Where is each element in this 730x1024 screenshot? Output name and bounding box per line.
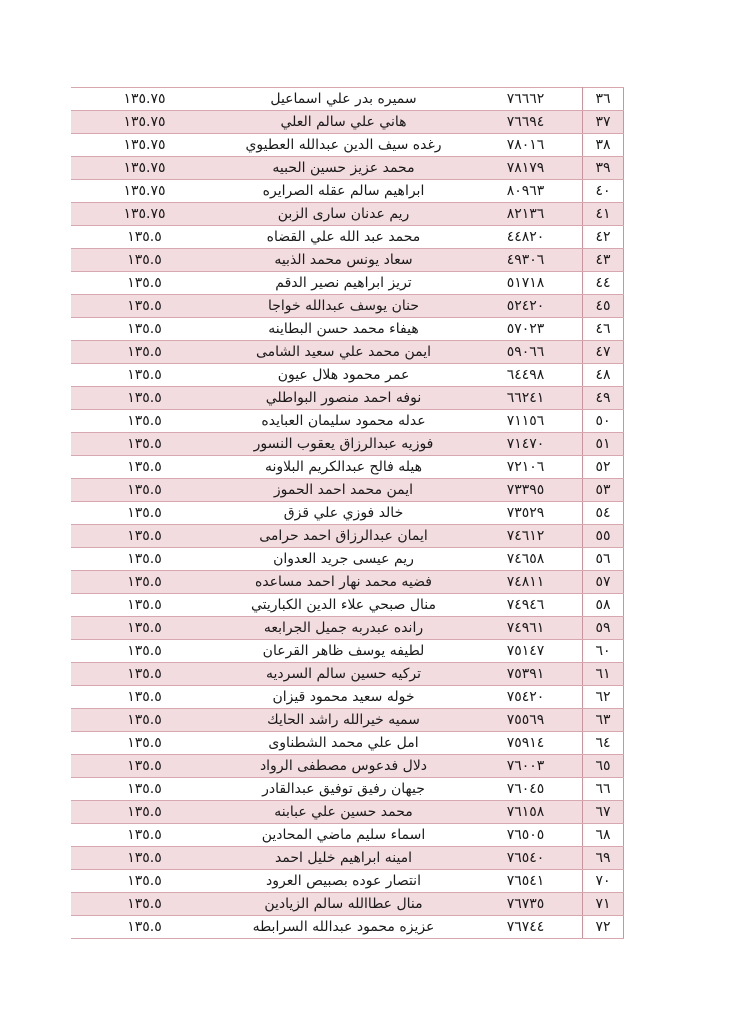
table-row bbox=[71, 88, 624, 111]
row-score-cell: ١٣٥.٥ bbox=[71, 295, 218, 318]
row-index-cell: ٣٧ bbox=[583, 111, 624, 134]
row-number-cell: ٧٦٧٤٤ bbox=[469, 916, 583, 939]
row-name-cell: محمد عبد الله علي القضاه bbox=[218, 226, 469, 249]
table-row bbox=[71, 893, 624, 916]
row-name-cell: هاني علي سالم العلي bbox=[218, 111, 469, 134]
row-score-cell: ١٣٥.٧٥ bbox=[71, 134, 218, 157]
row-score-cell: ١٣٥.٥ bbox=[71, 571, 218, 594]
row-score-cell: ١٣٥.٥ bbox=[71, 686, 218, 709]
row-number-cell: ٨٢١٣٦ bbox=[469, 203, 583, 226]
row-number-cell: ٧٥١٤٧ bbox=[469, 640, 583, 663]
table-row bbox=[71, 157, 624, 180]
row-score-cell: ١٣٥.٥ bbox=[71, 594, 218, 617]
table-row bbox=[71, 594, 624, 617]
row-index-cell: ٦٥ bbox=[583, 755, 624, 778]
row-score-cell: ١٣٥.٥ bbox=[71, 893, 218, 916]
row-number-cell: ٤٩٣٠٦ bbox=[469, 249, 583, 272]
row-number-cell: ٧١٤٧٠ bbox=[469, 433, 583, 456]
table-row bbox=[71, 663, 624, 686]
row-number-cell: ٧٤٨١١ bbox=[469, 571, 583, 594]
row-index-cell: ٤٦ bbox=[583, 318, 624, 341]
row-score-cell: ١٣٥.٥ bbox=[71, 663, 218, 686]
row-name-cell: هيله فالح عبدالكريم البلاونه bbox=[218, 456, 469, 479]
table-row bbox=[71, 755, 624, 778]
row-number-cell: ٧٦٥٠٥ bbox=[469, 824, 583, 847]
row-name-cell: لطيفه يوسف ظاهر القرعان bbox=[218, 640, 469, 663]
table-row bbox=[71, 916, 624, 939]
row-score-cell: ١٣٥.٥ bbox=[71, 847, 218, 870]
table-row bbox=[71, 295, 624, 318]
row-name-cell: ايمان عبدالرزاق احمد حرامى bbox=[218, 525, 469, 548]
table-row bbox=[71, 272, 624, 295]
row-score-cell: ١٣٥.٥ bbox=[71, 801, 218, 824]
row-score-cell: ١٣٥.٧٥ bbox=[71, 203, 218, 226]
table-row bbox=[71, 571, 624, 594]
row-index-cell: ٤٢ bbox=[583, 226, 624, 249]
row-score-cell: ١٣٥.٥ bbox=[71, 364, 218, 387]
row-score-cell: ١٣٥.٥ bbox=[71, 778, 218, 801]
row-score-cell: ١٣٥.٥ bbox=[71, 525, 218, 548]
row-name-cell: تركيه حسين سالم السرديه bbox=[218, 663, 469, 686]
table-row bbox=[71, 410, 624, 433]
row-score-cell: ١٣٥.٥ bbox=[71, 824, 218, 847]
row-number-cell: ٧٥٤٢٠ bbox=[469, 686, 583, 709]
row-number-cell: ٧٤٩٦١ bbox=[469, 617, 583, 640]
row-name-cell: سميه خيرالله راشد الحايك bbox=[218, 709, 469, 732]
row-score-cell: ١٣٥.٥ bbox=[71, 732, 218, 755]
row-index-cell: ٦٩ bbox=[583, 847, 624, 870]
row-name-cell: محمد عزيز حسين الحبيه bbox=[218, 157, 469, 180]
row-number-cell: ٥٧٠٢٣ bbox=[469, 318, 583, 341]
row-index-cell: ٥٥ bbox=[583, 525, 624, 548]
row-index-cell: ٧١ bbox=[583, 893, 624, 916]
row-index-cell: ٦٤ bbox=[583, 732, 624, 755]
row-number-cell: ٧٦٥٤١ bbox=[469, 870, 583, 893]
row-name-cell: دلال فدعوس مصطفى الرواد bbox=[218, 755, 469, 778]
row-score-cell: ١٣٥.٥ bbox=[71, 226, 218, 249]
row-name-cell: تريز ابراهيم نصير الدقم bbox=[218, 272, 469, 295]
row-index-cell: ٤١ bbox=[583, 203, 624, 226]
row-name-cell: ايمن محمد احمد الحموز bbox=[218, 479, 469, 502]
row-name-cell: ايمن محمد علي سعيد الشامى bbox=[218, 341, 469, 364]
row-number-cell: ٧١١٥٦ bbox=[469, 410, 583, 433]
row-name-cell: ابراهيم سالم عقله الصرايره bbox=[218, 180, 469, 203]
row-number-cell: ٧٦٦٦٢ bbox=[469, 88, 583, 111]
row-number-cell: ٧٨١٧٩ bbox=[469, 157, 583, 180]
row-number-cell: ٨٠٩٦٣ bbox=[469, 180, 583, 203]
row-score-cell: ١٣٥.٥ bbox=[71, 410, 218, 433]
row-index-cell: ٥٧ bbox=[583, 571, 624, 594]
row-number-cell: ٧٥٥٦٩ bbox=[469, 709, 583, 732]
row-index-cell: ٥١ bbox=[583, 433, 624, 456]
table-row bbox=[71, 617, 624, 640]
row-name-cell: رانده عبدربه جميل الجرابعه bbox=[218, 617, 469, 640]
row-score-cell: ١٣٥.٥ bbox=[71, 433, 218, 456]
table-row bbox=[71, 387, 624, 410]
row-index-cell: ٤٠ bbox=[583, 180, 624, 203]
row-name-cell: خوله سعيد محمود قيزان bbox=[218, 686, 469, 709]
row-name-cell: فوزيه عبدالرزاق يعقوب النسور bbox=[218, 433, 469, 456]
row-index-cell: ٤٥ bbox=[583, 295, 624, 318]
row-index-cell: ٣٨ bbox=[583, 134, 624, 157]
row-number-cell: ٧٨٠١٦ bbox=[469, 134, 583, 157]
row-index-cell: ٤٤ bbox=[583, 272, 624, 295]
row-name-cell: ريم عدنان سارى الزبن bbox=[218, 203, 469, 226]
table-row bbox=[71, 732, 624, 755]
row-number-cell: ٦٦٢٤١ bbox=[469, 387, 583, 410]
row-index-cell: ٥٢ bbox=[583, 456, 624, 479]
row-index-cell: ٦١ bbox=[583, 663, 624, 686]
row-name-cell: محمد حسين علي عبابنه bbox=[218, 801, 469, 824]
table-row bbox=[71, 433, 624, 456]
table-row bbox=[71, 801, 624, 824]
row-name-cell: رغده سيف الدين عبدالله العطيوي bbox=[218, 134, 469, 157]
row-number-cell: ٧٤٦١٢ bbox=[469, 525, 583, 548]
row-index-cell: ٣٦ bbox=[583, 88, 624, 111]
row-name-cell: ريم عيسى جريد العدوان bbox=[218, 548, 469, 571]
row-index-cell: ٤٨ bbox=[583, 364, 624, 387]
table-row bbox=[71, 870, 624, 893]
row-number-cell: ٧٦٠٤٥ bbox=[469, 778, 583, 801]
row-score-cell: ١٣٥.٧٥ bbox=[71, 88, 218, 111]
row-score-cell: ١٣٥.٥ bbox=[71, 479, 218, 502]
row-index-cell: ٧٢ bbox=[583, 916, 624, 939]
row-score-cell: ١٣٥.٥ bbox=[71, 502, 218, 525]
row-score-cell: ١٣٥.٥ bbox=[71, 755, 218, 778]
row-name-cell: عدله محمود سليمان العبايده bbox=[218, 410, 469, 433]
table-row bbox=[71, 525, 624, 548]
row-index-cell: ٥٩ bbox=[583, 617, 624, 640]
table-row bbox=[71, 686, 624, 709]
row-number-cell: ٧٢١٠٦ bbox=[469, 456, 583, 479]
table-row bbox=[71, 502, 624, 525]
row-name-cell: امينه ابراهيم خليل احمد bbox=[218, 847, 469, 870]
row-score-cell: ١٣٥.٥ bbox=[71, 709, 218, 732]
table-row bbox=[71, 709, 624, 732]
table-row bbox=[71, 134, 624, 157]
table-row bbox=[71, 479, 624, 502]
table-row bbox=[71, 640, 624, 663]
row-score-cell: ١٣٥.٧٥ bbox=[71, 111, 218, 134]
row-name-cell: اسماء سليم ماضي المحادين bbox=[218, 824, 469, 847]
row-name-cell: نوفه احمد منصور البواطلي bbox=[218, 387, 469, 410]
table-row bbox=[71, 847, 624, 870]
row-name-cell: فضيه محمد نهار احمد مساعده bbox=[218, 571, 469, 594]
table-row bbox=[71, 456, 624, 479]
row-score-cell: ١٣٥.٥ bbox=[71, 272, 218, 295]
row-index-cell: ٦٣ bbox=[583, 709, 624, 732]
row-score-cell: ١٣٥.٥ bbox=[71, 640, 218, 663]
row-score-cell: ١٣٥.٥ bbox=[71, 341, 218, 364]
row-name-cell: هيفاء محمد حسن البطاينه bbox=[218, 318, 469, 341]
table-row bbox=[71, 226, 624, 249]
results-table-body bbox=[71, 88, 624, 939]
row-index-cell: ٦٦ bbox=[583, 778, 624, 801]
row-score-cell: ١٣٥.٥ bbox=[71, 387, 218, 410]
row-index-cell: ٣٩ bbox=[583, 157, 624, 180]
row-score-cell: ١٣٥.٥ bbox=[71, 548, 218, 571]
row-number-cell: ٧٦٠٠٣ bbox=[469, 755, 583, 778]
row-index-cell: ٥٤ bbox=[583, 502, 624, 525]
table-row bbox=[71, 364, 624, 387]
row-number-cell: ٦٤٤٩٨ bbox=[469, 364, 583, 387]
table-row bbox=[71, 548, 624, 571]
row-number-cell: ٧٣٥٢٩ bbox=[469, 502, 583, 525]
row-index-cell: ٤٧ bbox=[583, 341, 624, 364]
row-name-cell: سعاد يونس محمد الذبيه bbox=[218, 249, 469, 272]
row-number-cell: ٧٦٦٩٤ bbox=[469, 111, 583, 134]
row-number-cell: ٧٦١٥٨ bbox=[469, 801, 583, 824]
row-number-cell: ٥٩٠٦٦ bbox=[469, 341, 583, 364]
row-score-cell: ١٣٥.٥ bbox=[71, 249, 218, 272]
table-row bbox=[71, 180, 624, 203]
row-name-cell: سميره بدر علي اسماعيل bbox=[218, 88, 469, 111]
row-score-cell: ١٣٥.٥ bbox=[71, 318, 218, 341]
row-name-cell: عزيزه محمود عبدالله السرابطه bbox=[218, 916, 469, 939]
results-table bbox=[71, 87, 624, 939]
row-index-cell: ٧٠ bbox=[583, 870, 624, 893]
row-name-cell: منال عطاالله سالم الزيادين bbox=[218, 893, 469, 916]
row-index-cell: ٥٠ bbox=[583, 410, 624, 433]
row-score-cell: ١٣٥.٥ bbox=[71, 916, 218, 939]
row-number-cell: ٧٤٦٥٨ bbox=[469, 548, 583, 571]
row-name-cell: جيهان رفيق توفيق عبدالقادر bbox=[218, 778, 469, 801]
table-row bbox=[71, 249, 624, 272]
row-number-cell: ٧٥٣٩١ bbox=[469, 663, 583, 686]
row-name-cell: امل علي محمد الشطناوى bbox=[218, 732, 469, 755]
row-score-cell: ١٣٥.٥ bbox=[71, 456, 218, 479]
table-row bbox=[71, 341, 624, 364]
row-score-cell: ١٣٥.٥ bbox=[71, 870, 218, 893]
row-score-cell: ١٣٥.٧٥ bbox=[71, 157, 218, 180]
row-index-cell: ٥٣ bbox=[583, 479, 624, 502]
row-number-cell: ٧٣٣٩٥ bbox=[469, 479, 583, 502]
row-index-cell: ٦٨ bbox=[583, 824, 624, 847]
table-row bbox=[71, 203, 624, 226]
row-index-cell: ٦٧ bbox=[583, 801, 624, 824]
row-name-cell: انتصار عوده بصبيص العرود bbox=[218, 870, 469, 893]
table-row bbox=[71, 778, 624, 801]
table-row bbox=[71, 824, 624, 847]
row-score-cell: ١٣٥.٧٥ bbox=[71, 180, 218, 203]
row-name-cell: حنان يوسف عبدالله خواجا bbox=[218, 295, 469, 318]
row-index-cell: ٦٢ bbox=[583, 686, 624, 709]
row-number-cell: ٥٢٤٢٠ bbox=[469, 295, 583, 318]
row-name-cell: عمر محمود هلال عيون bbox=[218, 364, 469, 387]
table-row bbox=[71, 318, 624, 341]
row-number-cell: ٥١٧١٨ bbox=[469, 272, 583, 295]
row-index-cell: ٥٨ bbox=[583, 594, 624, 617]
row-number-cell: ٧٥٩١٤ bbox=[469, 732, 583, 755]
row-index-cell: ٦٠ bbox=[583, 640, 624, 663]
row-name-cell: خالد فوزي علي قزق bbox=[218, 502, 469, 525]
row-index-cell: ٤٩ bbox=[583, 387, 624, 410]
row-index-cell: ٥٦ bbox=[583, 548, 624, 571]
table-row bbox=[71, 111, 624, 134]
row-number-cell: ٧٦٧٣٥ bbox=[469, 893, 583, 916]
row-number-cell: ٤٤٨٢٠ bbox=[469, 226, 583, 249]
row-number-cell: ٧٦٥٤٠ bbox=[469, 847, 583, 870]
row-index-cell: ٤٣ bbox=[583, 249, 624, 272]
row-number-cell: ٧٤٩٤٦ bbox=[469, 594, 583, 617]
row-score-cell: ١٣٥.٥ bbox=[71, 617, 218, 640]
row-name-cell: منال صبحي علاء الدين الكباريتي bbox=[218, 594, 469, 617]
